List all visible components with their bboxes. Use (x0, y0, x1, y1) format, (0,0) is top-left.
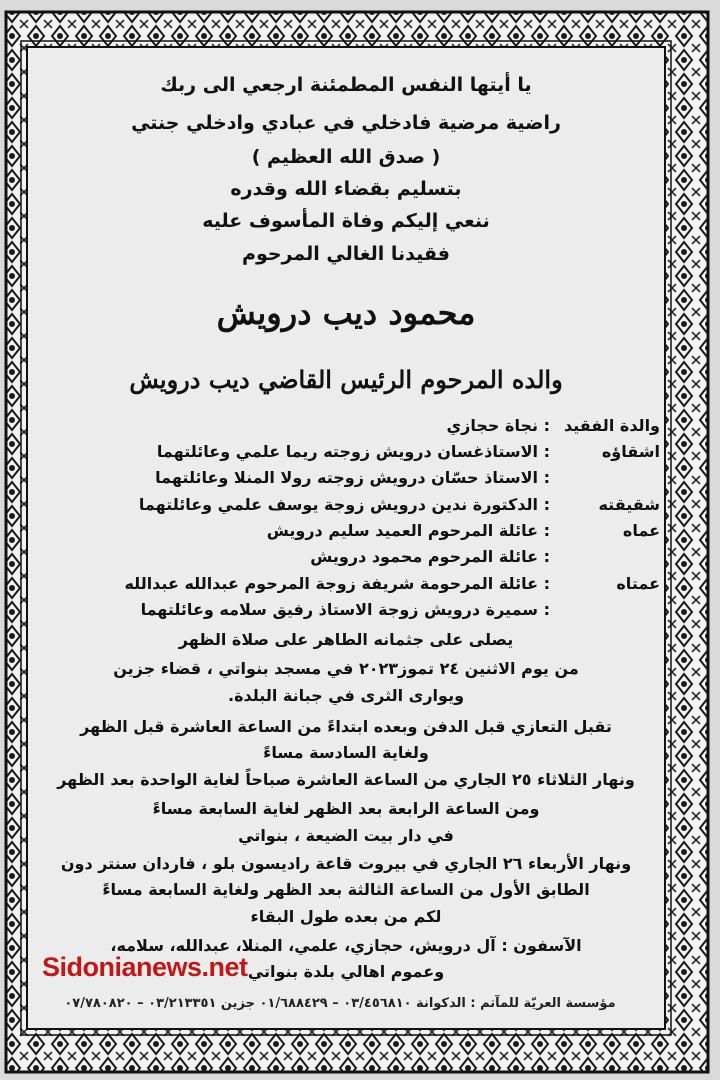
father-line: والده المرحوم الرئيس القاضي ديب درويش (129, 365, 563, 394)
mourners-line-1: الآسفون : آل درويش، حجازي، علمي، المنلا، عبدالله، سلامه، (110, 936, 582, 955)
relative-row (40, 600, 660, 630)
condolences-line-8: لكم من بعده طول البقاء (250, 907, 442, 926)
relative-value: : الاستاذ حسّان درويش زوجته رولا المنلا وعائلتهما (155, 468, 550, 487)
relative-value: : عائلة المرحومة شريفة زوجة المرحوم عبدالله عبدالله (124, 574, 550, 593)
deceased-name: محمود ديب درويش (216, 294, 476, 332)
relative-label: عمتاه (616, 574, 660, 593)
footer-contact: مؤسسة العريّة للمآتم : الدكوانة ٠٣/٤٥٦٨١٠ – ٠١/٦٨٨٤٢٩ جزين ٠٣/٢١٣٣٥١ – ٠٧/٧٨٠٨٢٠ (64, 996, 616, 1011)
mourners-line-2: وعموم اهالي بلدة بنواتي (247, 962, 445, 981)
intro-line-3: فقيدنا الغالي المرحوم (242, 243, 450, 265)
condolences-line-3: ونهار الثلاثاء ٢٥ الجاري من الساعة العاشرة صباحاً لغاية الواحدة بعد الظهر (57, 770, 635, 789)
prayer-line-2: من يوم الاثنين ٢٤ تموز٢٠٢٣ في مسجد بنواتي ، قضاء جزين (113, 659, 579, 678)
relative-value: : سميرة درويش زوجة الاستاذ رفيق سلامه وعائلتهما (140, 600, 550, 619)
condolences-line-2: ولغاية السادسة مساءً (263, 743, 429, 762)
relative-value: : عائلة المرحوم محمود درويش (310, 547, 550, 566)
verse-line-1: يا أيتها النفس المطمئنة ارجعي الى ربك (160, 74, 532, 96)
condolences-line-7: الطابق الأول من الساعة الثالثة بعد الظهر ولغاية السابعة مساءً (102, 880, 590, 899)
intro-line-1: بتسليم بقضاء الله وقدره (230, 178, 462, 200)
relative-label: شقيقته (598, 495, 660, 514)
condolences-line-4: ومن الساعة الرابعة بعد الظهر لغاية السابعة مساءً (152, 799, 540, 818)
condolences-line-5: في دار بيت الضيعة ، بنواتي (238, 826, 454, 845)
relative-value: : عائلة المرحوم العميد سليم درويش (266, 521, 550, 540)
relative-label: اشقاؤه (601, 442, 660, 461)
relative-value: : الاستاذغسان درويش زوجته ريما علمي وعائلتهما (156, 442, 550, 461)
watermark: Sidonianews.net (42, 952, 248, 982)
relative-row (40, 468, 660, 498)
verse-line-3: ( صدق الله العظيم ) (251, 146, 441, 168)
relative-label: عماه (622, 521, 660, 540)
condolences-line-1: تقبل التعازي قبل الدفن وبعده ابتداءً من الساعة العاشرة قبل الظهر (80, 717, 612, 736)
relative-row (40, 547, 660, 577)
relative-value: : الدكتورة ندين درويش زوجة يوسف علمي وعائلتهما (138, 495, 550, 514)
verse-line-2: راضية مرضية فادخلي في عبادي وادخلي جنتي (131, 112, 561, 134)
prayer-line-3: ويوارى الثرى في جبانة البلدة. (227, 686, 465, 705)
relative-label: والدة الفقيد (564, 416, 660, 435)
prayer-line-1: يصلى على جثمانه الطاهر على صلاة الظهر (178, 630, 514, 649)
intro-line-2: ننعي إليكم وفاة المأسوف عليه (202, 210, 490, 232)
relative-value: : نجاة حجازي (446, 416, 550, 435)
condolences-line-6: ونهار الأربعاء ٢٦ الجاري في بيروت قاعة راديسون بلو ، فاردان سنتر دون (60, 854, 632, 873)
